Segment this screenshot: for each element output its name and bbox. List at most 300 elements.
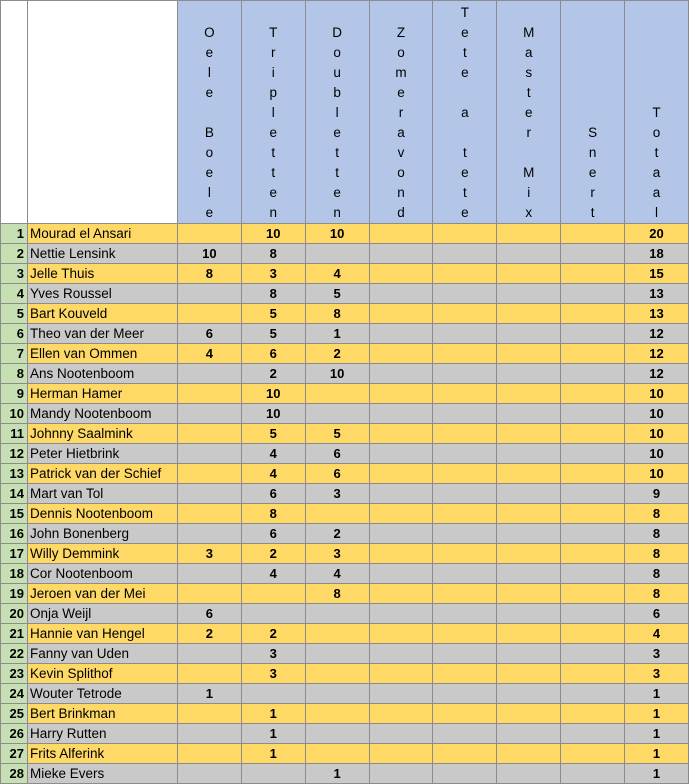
score-cell-totaal[interactable]: 1 xyxy=(625,744,689,764)
header-letter: t xyxy=(462,185,467,200)
score-cell-snert[interactable] xyxy=(561,544,625,564)
score-cell-zomeravond[interactable] xyxy=(369,484,433,504)
score-cell-snert[interactable] xyxy=(561,384,625,404)
score-cell-tete-a-tete[interactable] xyxy=(433,444,497,464)
score-cell-doubletten[interactable]: 5 xyxy=(305,284,369,304)
score-cell-tete-a-tete[interactable] xyxy=(433,544,497,564)
column-header-totaal[interactable] xyxy=(625,1,689,224)
score-cell-zomeravond[interactable] xyxy=(369,324,433,344)
score-cell-doubletten[interactable]: 8 xyxy=(305,304,369,324)
score-cell-tete-a-tete[interactable] xyxy=(433,604,497,624)
header-letter: t xyxy=(271,165,276,180)
score-cell-tripletten[interactable]: 8 xyxy=(241,244,305,264)
score-cell-snert[interactable] xyxy=(561,664,625,684)
score-cell-oele-boele[interactable] xyxy=(177,464,241,484)
score-cell-totaal[interactable]: 13 xyxy=(625,304,689,324)
player-name-cell[interactable]: Frits Alferink xyxy=(27,744,177,764)
score-cell-oele-boele[interactable] xyxy=(177,524,241,544)
score-cell-zomeravond[interactable] xyxy=(369,224,433,244)
player-name-cell[interactable]: Nettie Lensink xyxy=(27,244,177,264)
score-cell-master-mix[interactable] xyxy=(497,284,561,304)
rank-cell[interactable]: 22 xyxy=(1,644,28,664)
rank-cell[interactable]: 23 xyxy=(1,664,28,684)
score-cell-oele-boele[interactable] xyxy=(177,284,241,304)
score-cell-tripletten[interactable]: 1 xyxy=(241,724,305,744)
player-name-cell[interactable]: Harry Rutten xyxy=(27,724,177,744)
score-cell-tripletten[interactable] xyxy=(241,764,305,784)
score-cell-totaal[interactable]: 15 xyxy=(625,264,689,284)
score-cell-master-mix[interactable] xyxy=(497,624,561,644)
rank-cell[interactable]: 14 xyxy=(1,484,28,504)
score-cell-master-mix[interactable] xyxy=(497,544,561,564)
player-name-cell[interactable]: Dennis Nootenboom xyxy=(27,504,177,524)
score-cell-snert[interactable] xyxy=(561,464,625,484)
score-cell-master-mix[interactable] xyxy=(497,244,561,264)
score-cell-totaal[interactable]: 12 xyxy=(625,344,689,364)
score-cell-totaal[interactable]: 8 xyxy=(625,524,689,544)
header-letter: e xyxy=(269,125,277,140)
rank-cell[interactable]: 5 xyxy=(1,304,28,324)
score-cell-doubletten[interactable] xyxy=(305,684,369,704)
score-cell-zomeravond[interactable] xyxy=(369,664,433,684)
score-cell-totaal[interactable]: 1 xyxy=(625,764,689,784)
score-cell-tete-a-tete[interactable] xyxy=(433,304,497,324)
score-cell-doubletten[interactable] xyxy=(305,664,369,684)
player-name-cell[interactable]: Hannie van Hengel xyxy=(27,624,177,644)
player-name-cell[interactable]: Patrick van der Schief xyxy=(27,464,177,484)
column-header-doubletten[interactable] xyxy=(305,1,369,224)
score-cell-tete-a-tete[interactable] xyxy=(433,664,497,684)
score-cell-zomeravond[interactable] xyxy=(369,444,433,464)
score-cell-oele-boele[interactable] xyxy=(177,764,241,784)
score-cell-zomeravond[interactable] xyxy=(369,544,433,564)
score-cell-oele-boele[interactable]: 4 xyxy=(177,344,241,364)
score-cell-snert[interactable] xyxy=(561,424,625,444)
rank-cell[interactable]: 12 xyxy=(1,444,28,464)
score-cell-tete-a-tete[interactable] xyxy=(433,464,497,484)
header-letter: o xyxy=(205,145,214,160)
score-cell-totaal[interactable]: 10 xyxy=(625,444,689,464)
score-cell-tete-a-tete[interactable] xyxy=(433,344,497,364)
rank-cell[interactable]: 2 xyxy=(1,244,28,264)
score-cell-oele-boele[interactable] xyxy=(177,644,241,664)
score-cell-zomeravond[interactable] xyxy=(369,364,433,384)
score-cell-master-mix[interactable] xyxy=(497,684,561,704)
rank-cell[interactable]: 7 xyxy=(1,344,28,364)
score-cell-tripletten[interactable]: 4 xyxy=(241,464,305,484)
score-cell-snert[interactable] xyxy=(561,764,625,784)
score-cell-tete-a-tete[interactable] xyxy=(433,744,497,764)
score-cell-snert[interactable] xyxy=(561,404,625,424)
score-cell-snert[interactable] xyxy=(561,344,625,364)
player-name-cell[interactable]: Bert Brinkman xyxy=(27,704,177,724)
score-cell-tripletten[interactable] xyxy=(241,604,305,624)
score-cell-tripletten[interactable]: 10 xyxy=(241,224,305,244)
score-cell-tete-a-tete[interactable] xyxy=(433,364,497,384)
score-cell-tete-a-tete[interactable] xyxy=(433,684,497,704)
score-cell-doubletten[interactable] xyxy=(305,644,369,664)
score-cell-zomeravond[interactable] xyxy=(369,684,433,704)
score-cell-totaal[interactable]: 13 xyxy=(625,284,689,304)
rank-cell[interactable]: 11 xyxy=(1,424,28,444)
score-cell-doubletten[interactable] xyxy=(305,704,369,724)
column-header-tripletten[interactable] xyxy=(241,1,305,224)
score-cell-doubletten[interactable]: 5 xyxy=(305,424,369,444)
player-name-cell[interactable]: Fanny van Uden xyxy=(27,644,177,664)
score-cell-master-mix[interactable] xyxy=(497,744,561,764)
player-name-cell[interactable]: Johnny Saalmink xyxy=(27,424,177,444)
score-cell-oele-boele[interactable]: 6 xyxy=(177,604,241,624)
score-cell-zomeravond[interactable] xyxy=(369,624,433,644)
score-cell-snert[interactable] xyxy=(561,504,625,524)
score-cell-zomeravond[interactable] xyxy=(369,764,433,784)
score-cell-zomeravond[interactable] xyxy=(369,704,433,724)
score-cell-snert[interactable] xyxy=(561,304,625,324)
score-cell-zomeravond[interactable] xyxy=(369,584,433,604)
name-header-cell[interactable] xyxy=(27,1,177,224)
score-cell-snert[interactable] xyxy=(561,224,625,244)
player-name-cell[interactable]: Theo van der Meer xyxy=(27,324,177,344)
score-cell-oele-boele[interactable] xyxy=(177,504,241,524)
score-cell-zomeravond[interactable] xyxy=(369,724,433,744)
score-cell-tripletten[interactable]: 5 xyxy=(241,324,305,344)
score-cell-doubletten[interactable]: 3 xyxy=(305,544,369,564)
score-cell-totaal[interactable]: 12 xyxy=(625,364,689,384)
score-cell-master-mix[interactable] xyxy=(497,664,561,684)
player-name-cell[interactable]: Mart van Tol xyxy=(27,484,177,504)
score-cell-tripletten[interactable]: 6 xyxy=(241,484,305,504)
score-cell-doubletten[interactable]: 10 xyxy=(305,224,369,244)
score-cell-zomeravond[interactable] xyxy=(369,744,433,764)
score-cell-zomeravond[interactable] xyxy=(369,504,433,524)
score-cell-doubletten[interactable]: 1 xyxy=(305,764,369,784)
rank-cell[interactable]: 4 xyxy=(1,284,28,304)
player-name-cell[interactable]: Bart Kouveld xyxy=(27,304,177,324)
score-cell-snert[interactable] xyxy=(561,484,625,504)
score-cell-totaal[interactable]: 1 xyxy=(625,684,689,704)
score-cell-tripletten[interactable]: 1 xyxy=(241,744,305,764)
column-header-tete-a-tete[interactable] xyxy=(433,1,497,224)
score-cell-doubletten[interactable]: 6 xyxy=(305,444,369,464)
score-cell-oele-boele[interactable] xyxy=(177,384,241,404)
score-cell-totaal[interactable]: 4 xyxy=(625,624,689,644)
score-cell-doubletten[interactable] xyxy=(305,724,369,744)
score-cell-zomeravond[interactable] xyxy=(369,464,433,484)
score-cell-oele-boele[interactable]: 8 xyxy=(177,264,241,284)
score-cell-tripletten[interactable]: 5 xyxy=(241,304,305,324)
score-cell-master-mix[interactable] xyxy=(497,764,561,784)
player-name-cell[interactable]: John Bonenberg xyxy=(27,524,177,544)
header-letter: n xyxy=(397,185,405,200)
player-name-cell[interactable]: Peter Hietbrink xyxy=(27,444,177,464)
score-cell-tripletten[interactable]: 1 xyxy=(241,704,305,724)
score-cell-snert[interactable] xyxy=(561,364,625,384)
score-cell-doubletten[interactable]: 3 xyxy=(305,484,369,504)
score-cell-doubletten[interactable]: 10 xyxy=(305,364,369,384)
score-cell-doubletten[interactable]: 2 xyxy=(305,344,369,364)
score-cell-tete-a-tete[interactable] xyxy=(433,224,497,244)
score-cell-tete-a-tete[interactable] xyxy=(433,384,497,404)
score-cell-doubletten[interactable] xyxy=(305,744,369,764)
score-cell-oele-boele[interactable] xyxy=(177,224,241,244)
score-cell-tete-a-tete[interactable] xyxy=(433,424,497,444)
score-cell-doubletten[interactable]: 8 xyxy=(305,584,369,604)
score-cell-master-mix[interactable] xyxy=(497,464,561,484)
player-name-cell[interactable]: Cor Nootenboom xyxy=(27,564,177,584)
score-cell-zomeravond[interactable] xyxy=(369,304,433,324)
score-cell-tripletten[interactable]: 2 xyxy=(241,544,305,564)
score-cell-master-mix[interactable] xyxy=(497,564,561,584)
score-cell-master-mix[interactable] xyxy=(497,344,561,364)
score-cell-zomeravond[interactable] xyxy=(369,564,433,584)
score-cell-snert[interactable] xyxy=(561,524,625,544)
rank-cell[interactable]: 18 xyxy=(1,564,28,584)
score-cell-snert[interactable] xyxy=(561,704,625,724)
score-cell-doubletten[interactable]: 4 xyxy=(305,564,369,584)
score-cell-doubletten[interactable]: 2 xyxy=(305,524,369,544)
score-cell-oele-boele[interactable] xyxy=(177,704,241,724)
rank-cell[interactable]: 24 xyxy=(1,684,28,704)
score-cell-doubletten[interactable] xyxy=(305,244,369,264)
score-cell-master-mix[interactable] xyxy=(497,264,561,284)
player-name-cell[interactable]: Jeroen van der Mei xyxy=(27,584,177,604)
rank-cell[interactable]: 3 xyxy=(1,264,28,284)
score-cell-totaal[interactable]: 18 xyxy=(625,244,689,264)
score-cell-totaal[interactable]: 6 xyxy=(625,604,689,624)
score-cell-tete-a-tete[interactable] xyxy=(433,264,497,284)
score-cell-master-mix[interactable] xyxy=(497,704,561,724)
score-cell-master-mix[interactable] xyxy=(497,404,561,424)
score-cell-totaal[interactable]: 8 xyxy=(625,584,689,604)
rank-cell[interactable]: 27 xyxy=(1,744,28,764)
score-cell-master-mix[interactable] xyxy=(497,484,561,504)
score-cell-totaal[interactable]: 1 xyxy=(625,704,689,724)
rank-cell[interactable]: 21 xyxy=(1,624,28,644)
score-cell-snert[interactable] xyxy=(561,724,625,744)
score-cell-oele-boele[interactable] xyxy=(177,364,241,384)
column-header-oele-boele[interactable] xyxy=(177,1,241,224)
player-name-cell[interactable]: Herman Hamer xyxy=(27,384,177,404)
player-name-cell[interactable]: Ans Nootenboom xyxy=(27,364,177,384)
player-name-cell[interactable]: Mourad el Ansari xyxy=(27,224,177,244)
score-cell-totaal[interactable]: 9 xyxy=(625,484,689,504)
score-cell-tete-a-tete[interactable] xyxy=(433,764,497,784)
score-cell-snert[interactable] xyxy=(561,644,625,664)
score-cell-tripletten[interactable]: 6 xyxy=(241,524,305,544)
score-cell-doubletten[interactable] xyxy=(305,504,369,524)
score-cell-tripletten[interactable] xyxy=(241,584,305,604)
score-cell-snert[interactable] xyxy=(561,564,625,584)
column-header-zomeravond[interactable] xyxy=(369,1,433,224)
score-cell-totaal[interactable]: 8 xyxy=(625,564,689,584)
player-name-cell[interactable]: Wouter Tetrode xyxy=(27,684,177,704)
score-cell-tripletten[interactable]: 4 xyxy=(241,444,305,464)
score-cell-oele-boele[interactable]: 10 xyxy=(177,244,241,264)
player-name-cell[interactable]: Onja Weijl xyxy=(27,604,177,624)
player-name-cell[interactable]: Kevin Splithof xyxy=(27,664,177,684)
score-cell-tete-a-tete[interactable] xyxy=(433,524,497,544)
score-cell-oele-boele[interactable]: 3 xyxy=(177,544,241,564)
score-cell-snert[interactable] xyxy=(561,684,625,704)
score-cell-doubletten[interactable] xyxy=(305,624,369,644)
score-cell-tripletten[interactable]: 8 xyxy=(241,504,305,524)
score-cell-master-mix[interactable] xyxy=(497,524,561,544)
score-cell-totaal[interactable]: 3 xyxy=(625,664,689,684)
score-cell-tete-a-tete[interactable] xyxy=(433,504,497,524)
score-cell-zomeravond[interactable] xyxy=(369,404,433,424)
score-cell-tete-a-tete[interactable] xyxy=(433,624,497,644)
column-header-snert[interactable] xyxy=(561,1,625,224)
score-cell-oele-boele[interactable]: 2 xyxy=(177,624,241,644)
score-cell-tete-a-tete[interactable] xyxy=(433,704,497,724)
score-cell-tete-a-tete[interactable] xyxy=(433,564,497,584)
header-letter: T xyxy=(460,5,469,20)
column-header-master-mix[interactable] xyxy=(497,1,561,224)
score-cell-totaal[interactable]: 10 xyxy=(625,464,689,484)
rank-cell[interactable]: 28 xyxy=(1,764,28,784)
rank-cell[interactable]: 20 xyxy=(1,604,28,624)
score-cell-snert[interactable] xyxy=(561,244,625,264)
score-cell-oele-boele[interactable] xyxy=(177,404,241,424)
score-cell-oele-boele[interactable] xyxy=(177,744,241,764)
corner-cell[interactable] xyxy=(1,1,28,224)
score-cell-tete-a-tete[interactable] xyxy=(433,484,497,504)
score-cell-oele-boele[interactable] xyxy=(177,444,241,464)
score-cell-tete-a-tete[interactable] xyxy=(433,644,497,664)
score-cell-master-mix[interactable] xyxy=(497,324,561,344)
score-cell-doubletten[interactable] xyxy=(305,604,369,624)
score-cell-master-mix[interactable] xyxy=(497,424,561,444)
score-cell-tripletten[interactable]: 3 xyxy=(241,664,305,684)
score-cell-master-mix[interactable] xyxy=(497,364,561,384)
score-cell-zomeravond[interactable] xyxy=(369,644,433,664)
score-cell-totaal[interactable]: 12 xyxy=(625,324,689,344)
score-cell-doubletten[interactable] xyxy=(305,384,369,404)
score-cell-master-mix[interactable] xyxy=(497,304,561,324)
score-cell-master-mix[interactable] xyxy=(497,224,561,244)
rank-cell[interactable]: 13 xyxy=(1,464,28,484)
player-name-cell[interactable]: Jelle Thuis xyxy=(27,264,177,284)
score-cell-tripletten[interactable] xyxy=(241,684,305,704)
score-cell-totaal[interactable]: 3 xyxy=(625,644,689,664)
score-cell-snert[interactable] xyxy=(561,444,625,464)
score-cell-totaal[interactable]: 8 xyxy=(625,544,689,564)
rank-cell[interactable]: 8 xyxy=(1,364,28,384)
score-cell-snert[interactable] xyxy=(561,584,625,604)
score-cell-oele-boele[interactable] xyxy=(177,724,241,744)
score-cell-doubletten[interactable]: 6 xyxy=(305,464,369,484)
score-cell-master-mix[interactable] xyxy=(497,644,561,664)
player-name-cell[interactable]: Yves Roussel xyxy=(27,284,177,304)
score-cell-snert[interactable] xyxy=(561,264,625,284)
score-cell-totaal[interactable]: 8 xyxy=(625,504,689,524)
score-cell-tripletten[interactable]: 10 xyxy=(241,384,305,404)
score-cell-snert[interactable] xyxy=(561,624,625,644)
score-cell-oele-boele[interactable] xyxy=(177,304,241,324)
score-cell-master-mix[interactable] xyxy=(497,444,561,464)
score-cell-tripletten[interactable]: 3 xyxy=(241,264,305,284)
score-cell-tripletten[interactable]: 4 xyxy=(241,564,305,584)
score-cell-zomeravond[interactable] xyxy=(369,344,433,364)
score-cell-snert[interactable] xyxy=(561,604,625,624)
score-cell-oele-boele[interactable] xyxy=(177,664,241,684)
score-cell-totaal[interactable]: 10 xyxy=(625,424,689,444)
header-letter: v xyxy=(397,145,405,160)
score-cell-tripletten[interactable]: 2 xyxy=(241,624,305,644)
score-cell-tripletten[interactable]: 2 xyxy=(241,364,305,384)
score-cell-tripletten[interactable]: 8 xyxy=(241,284,305,304)
score-cell-tete-a-tete[interactable] xyxy=(433,584,497,604)
score-cell-oele-boele[interactable]: 1 xyxy=(177,684,241,704)
score-cell-tete-a-tete[interactable] xyxy=(433,244,497,264)
score-cell-doubletten[interactable]: 1 xyxy=(305,324,369,344)
score-cell-oele-boele[interactable] xyxy=(177,584,241,604)
score-cell-tete-a-tete[interactable] xyxy=(433,284,497,304)
rank-cell[interactable]: 9 xyxy=(1,384,28,404)
score-cell-tripletten[interactable]: 10 xyxy=(241,404,305,424)
rank-cell[interactable]: 1 xyxy=(1,224,28,244)
header-letter: r xyxy=(590,185,595,200)
score-cell-doubletten[interactable] xyxy=(305,404,369,424)
score-cell-zomeravond[interactable] xyxy=(369,524,433,544)
player-name-cell[interactable]: Mieke Evers xyxy=(27,764,177,784)
score-cell-master-mix[interactable] xyxy=(497,724,561,744)
score-cell-master-mix[interactable] xyxy=(497,604,561,624)
score-cell-oele-boele[interactable] xyxy=(177,484,241,504)
player-name-cell[interactable]: Willy Demmink xyxy=(27,544,177,564)
player-name-cell[interactable]: Ellen van Ommen xyxy=(27,344,177,364)
score-cell-master-mix[interactable] xyxy=(497,584,561,604)
score-cell-totaal[interactable]: 20 xyxy=(625,224,689,244)
rank-cell[interactable]: 6 xyxy=(1,324,28,344)
score-cell-zomeravond[interactable] xyxy=(369,424,433,444)
score-cell-oele-boele[interactable]: 6 xyxy=(177,324,241,344)
score-cell-tripletten[interactable]: 5 xyxy=(241,424,305,444)
score-cell-tripletten[interactable]: 6 xyxy=(241,344,305,364)
rank-cell[interactable]: 26 xyxy=(1,724,28,744)
score-cell-tete-a-tete[interactable] xyxy=(433,724,497,744)
score-cell-totaal[interactable]: 1 xyxy=(625,724,689,744)
score-cell-snert[interactable] xyxy=(561,324,625,344)
score-cell-zomeravond[interactable] xyxy=(369,384,433,404)
score-cell-snert[interactable] xyxy=(561,284,625,304)
score-cell-zomeravond[interactable] xyxy=(369,284,433,304)
score-cell-snert[interactable] xyxy=(561,744,625,764)
player-name-cell[interactable]: Mandy Nootenboom xyxy=(27,404,177,424)
score-cell-tripletten[interactable]: 3 xyxy=(241,644,305,664)
rank-cell[interactable]: 15 xyxy=(1,504,28,524)
score-cell-zomeravond[interactable] xyxy=(369,264,433,284)
rank-cell[interactable]: 19 xyxy=(1,584,28,604)
score-cell-doubletten[interactable]: 4 xyxy=(305,264,369,284)
score-cell-zomeravond[interactable] xyxy=(369,244,433,264)
score-cell-totaal[interactable]: 10 xyxy=(625,384,689,404)
table-row xyxy=(1,524,689,544)
rank-cell[interactable]: 25 xyxy=(1,704,28,724)
score-cell-master-mix[interactable] xyxy=(497,384,561,404)
score-cell-master-mix[interactable] xyxy=(497,504,561,524)
score-cell-tete-a-tete[interactable] xyxy=(433,324,497,344)
rank-cell[interactable]: 16 xyxy=(1,524,28,544)
score-cell-tete-a-tete[interactable] xyxy=(433,404,497,424)
score-cell-oele-boele[interactable] xyxy=(177,424,241,444)
score-cell-totaal[interactable]: 10 xyxy=(625,404,689,424)
rank-cell[interactable]: 10 xyxy=(1,404,28,424)
rank-cell[interactable]: 17 xyxy=(1,544,28,564)
score-cell-oele-boele[interactable] xyxy=(177,564,241,584)
header-letter: i xyxy=(527,185,531,200)
score-cell-zomeravond[interactable] xyxy=(369,604,433,624)
